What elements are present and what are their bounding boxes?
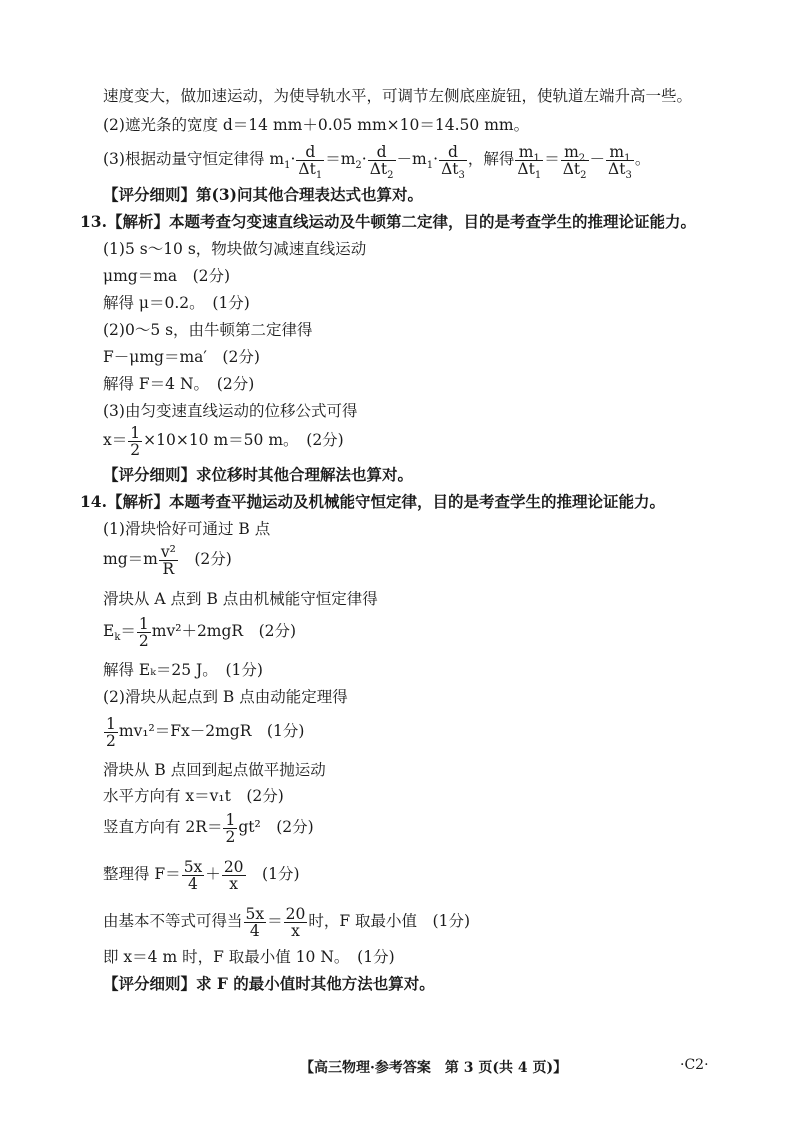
text-line: F－μmg＝ma′ (2分) [103, 348, 260, 366]
momentum-equation: (3)根据动量守恒定律得 $m_1\cdot$ $\frac{d}{\Delta t_1}$ $=m_2\cdot$ $\frac{d}{\Delta t_2}$ $-m_1\cdot$ $\frac{d}{\Delta t_3}$ ，解得 $\frac{m_1}{\Delta t_1}$ ＝ $\frac{m_2}{\Delta t_2}$ － $\frac{m_1}{\Delta t_3}$ 。 [103, 142, 651, 181]
text-line: (2)滑块从起点到 B 点由动能定理得 [103, 688, 348, 706]
text-line: μmg＝ma (2分) [103, 267, 231, 285]
inequality-line: 由基本不等式可得当 $\frac{5x}{4}$ ＝ $\frac{20}{x}$ 时，F 取最小值 (1分) [103, 904, 471, 940]
grading-note: 【评分细则】求 F 的最小值时其他方法也算对。 [103, 974, 435, 993]
text-line: 滑块从 A 点到 B 点由机械能守恒定律得 [103, 590, 378, 608]
displacement-equation: x＝ $\frac{1}{2}$ ×10×10 m＝50 m。 (2分) [103, 423, 344, 459]
energy-equation: $E_k=$ $\frac{1}{2}$ mv²＋2mgR (2分) [103, 614, 297, 650]
text-line: (1)5 s～10 s，物块做匀减速直线运动 [103, 240, 367, 258]
grading-note: 【评分细则】第(3)问其他合理表达式也算对。 [103, 185, 423, 204]
text-line: (2)遮光条的宽度 d＝14 mm＋0.05 mm×10＝14.50 mm。 [103, 116, 530, 134]
page-footer: 【高三物理·参考答案 第 3 页(共 4 页)】 [300, 1060, 568, 1076]
vertical-equation: 竖直方向有 2R＝ $\frac{1}{2}$ gt² (2分) [103, 810, 314, 846]
text-line: 即 x＝4 m 时，F 取最小值 10 N。 (1分) [103, 948, 395, 966]
question-14-heading: 14.【解析】本题考查平抛运动及机械能守恒定律，目的是考查学生的推理论证能力。 [80, 492, 665, 511]
question-13-heading: 13.【解析】本题考查匀变速直线运动及牛顿第二定律，目的是考查学生的推理论证能力。 [80, 212, 696, 231]
text-line: (2)0～5 s，由牛顿第二定律得 [103, 321, 313, 339]
text-line: 水平方向有 x＝v₁t (2分) [103, 787, 284, 805]
footer-code: ·C2· [680, 1057, 709, 1073]
grading-note: 【评分细则】求位移时其他合理解法也算对。 [103, 465, 414, 484]
text-line: 解得 μ＝0.2。 (1分) [103, 294, 250, 312]
work-energy-equation: $\frac{1}{2}$ mv₁²＝Fx－2mgR (1分) [106, 714, 305, 750]
text-line: 滑块从 B 点回到起点做平抛运动 [103, 761, 326, 779]
circular-equation: mg＝m $\frac{\text{v²}}{R}$ (2分) [103, 542, 232, 578]
text-line: 解得 Eₖ＝25 J。 (1分) [103, 661, 263, 679]
text-line: 速度变大，做加速运动，为使导轨水平，可调节左侧底座旋钮，使轨道左端升高一些。 [103, 87, 693, 105]
text-line: (3)由匀变速直线运动的位移公式可得 [103, 402, 358, 420]
text-line: 解得 F＝4 N。 (2分) [103, 375, 255, 393]
force-equation: 整理得 F＝ $\frac{5x}{4}$ ＋ $\frac{20}{x}$ (1分) [103, 857, 300, 893]
text-line: (1)滑块恰好可通过 B 点 [103, 520, 271, 538]
